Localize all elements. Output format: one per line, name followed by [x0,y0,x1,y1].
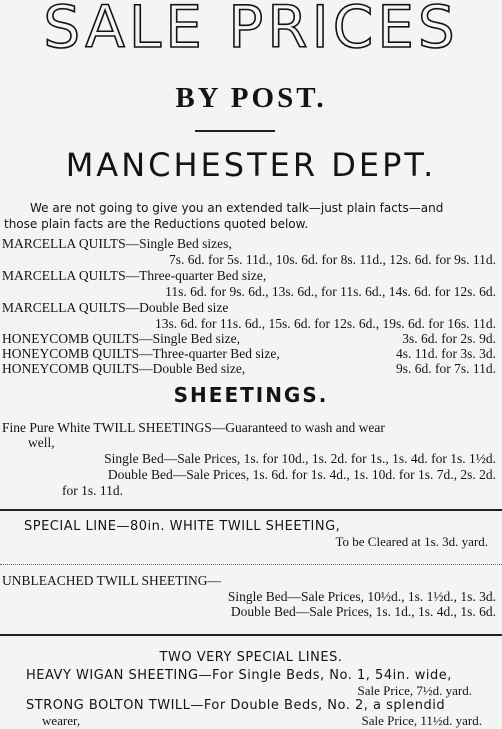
quilt-prices: 3s. 6d. for 2s. 9d. [402,331,496,346]
quilt-title: MARCELLA QUILTS—Three-quarter Bed size, [2,268,267,283]
quilt-prices: 13s. 6d. for 11s. 6d., 15s. 6d. for 12s. 6d., 19s. 6d. for 16s. 11d. [155,316,496,331]
quilt-prices: 11s. 6d. for 9s. 6d., 13s. 6d., for 11s. 6d., 14s. 6d. for 12s. 6d. [165,284,496,299]
quilt-row [0,284,500,300]
special-line: SPECIAL LINE—80in. WHITE TWILL SHEETING, [24,519,341,534]
sheetings-line: Fine Pure White TWILL SHEETINGS—Guaranteed to wash and wear [2,420,385,435]
quilt-title: HONEYCOMB QUILTS—Double Bed size, [2,361,246,376]
quilt-prices: 7s. 6d. for 5s. 11d., 10s. 6d. for 8s. 11d., 12s. 6d. for 9s. 11d. [169,252,496,267]
intro-line-2: those plain facts are the Reductions quoted below. [4,217,309,231]
divider [0,509,502,511]
unbleached-title: UNBLEACHED TWILL SHEETING— [2,573,221,588]
unbleached-single: Single Bed—Sale Prices, 10½d., 1s. 1½d., 1s. 3d. [227,589,496,604]
quilt-row [0,236,500,252]
intro-line-1: We are not going to give you an extended talk—just plain facts—and [30,201,444,215]
sheetings-double: Double Bed—Sale Prices, 1s. 6d. for 1s. 4d., 1s. 10d. for 1s. 7d., 2s. 2d. [107,467,496,482]
quilt-row [0,300,500,316]
quilt-row [0,252,500,268]
quilt-prices: 4s. 11d. for 3s. 3d. [396,346,496,361]
headline: SALE PRICES [43,0,459,61]
department-title: MANCHESTER DEPT. [65,146,437,184]
unbleached-row [0,589,500,605]
two-lines-heading: TWO VERY SPECIAL LINES. [159,650,343,665]
quilt-title: MARCELLA QUILTS—Double Bed size [2,300,229,315]
byline: BY POST. [175,82,327,114]
quilt-row [0,268,500,284]
honeycomb-row [0,331,500,347]
quilt-title: MARCELLA QUILTS—Single Bed sizes, [2,236,232,251]
divider [0,564,502,565]
bolton-cont: wearer, [42,713,81,728]
unbleached-row [0,573,500,589]
sheetings-single: Single Bed—Sale Prices, 1s. for 10d., 1s. 2d. for 1s., 1s. 4d. for 1s. 1½d. [104,451,496,466]
sheetings-double-cont: for 1s. 11d. [62,483,123,498]
quilt-prices: 9s. 6d. for 7s. 11d. [396,361,496,376]
unbleached-double: Double Bed—Sale Prices, 1s. 1d., 1s. 4d., 1s. 6d. [230,604,496,619]
quilt-title: HONEYCOMB QUILTS—Single Bed size, [2,331,240,346]
sheetings-row [0,435,500,451]
bolton-price: Sale Price, 11½d. yard. [361,713,482,728]
sheetings-row [0,467,500,483]
honeycomb-row [0,346,500,362]
sheetings-heading: SHEETINGS. [173,383,329,407]
sheetings-line: well, [28,435,55,450]
sheetings-row [0,420,500,436]
wigan-line: HEAVY WIGAN SHEETING—For Single Beds, No. 1, 54in. wide, [26,668,452,683]
sheetings-row [0,451,500,467]
divider [0,634,502,636]
special-price: To be Cleared at 1s. 3d. yard. [335,534,488,549]
bolton-line: STRONG BOLTON TWILL—For Double Beds, No. 2, a splendid [26,698,446,713]
divider [195,130,275,132]
sheetings-row [0,483,500,499]
unbleached-row [0,604,500,620]
quilt-title: HONEYCOMB QUILTS—Three-quarter Bed size, [2,346,280,361]
honeycomb-row [0,361,500,377]
wigan-price: Sale Price, 7½d. yard. [357,683,472,698]
quilt-row [0,316,500,332]
